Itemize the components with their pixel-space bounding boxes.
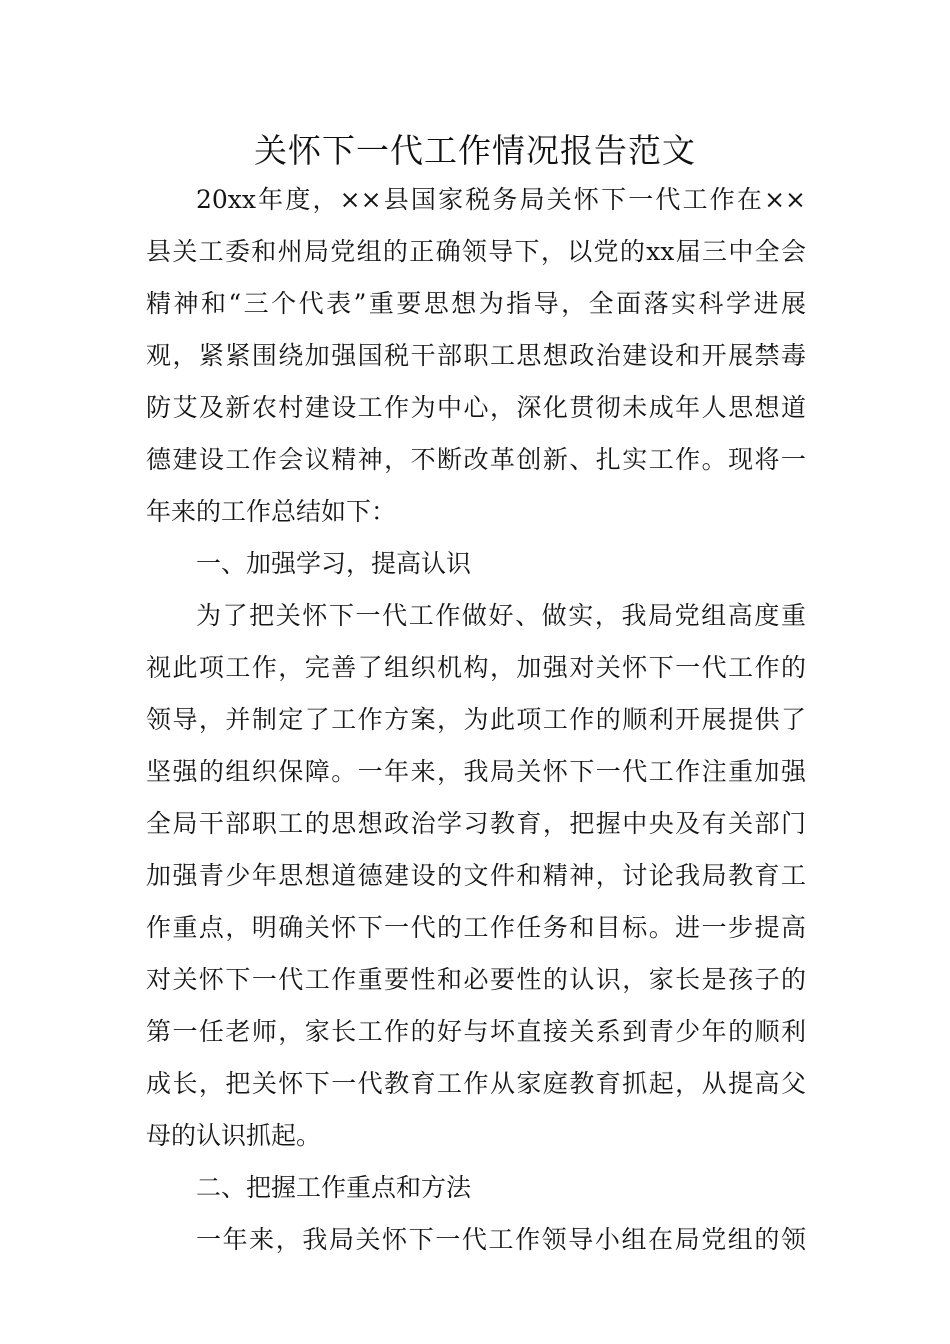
paragraph-line: 精神和“三个代表”重要思想为指导，全面落实科学进展 [146, 289, 806, 318]
paragraph-line: 防艾及新农村建设工作为中心，深化贯彻未成年人思想道 [146, 393, 806, 422]
paragraph-line: 20xx年度，××县国家税务局关怀下一代工作在×× [196, 185, 806, 214]
paragraph-line: 全局干部职工的思想政治学习教育，把握中央及有关部门 [146, 809, 806, 838]
paragraph-line: 对关怀下一代工作重要性和必要性的认识，家长是孩子的 [146, 965, 806, 994]
section-heading: 二、把握工作重点和方法 [196, 1173, 472, 1202]
paragraph-line: 作重点，明确关怀下一代的工作任务和目标。进一步提高 [146, 913, 806, 942]
paragraph-line: 年来的工作总结如下： [146, 497, 397, 526]
paragraph-line: 观，紧紧围绕加强国税干部职工思想政治建设和开展禁毒 [146, 341, 806, 370]
paragraph-line: 坚强的组织保障。一年来，我局关怀下一代工作注重加强 [146, 757, 806, 786]
paragraph-line: 第一任老师，家长工作的好与坏直接关系到青少年的顺利 [146, 1017, 806, 1046]
paragraph-line: 加强青少年思想道德建设的文件和精神，讨论我局教育工 [146, 861, 806, 890]
paragraph-line: 母的认识抓起。 [146, 1121, 322, 1150]
paragraph-line: 成长，把关怀下一代教育工作从家庭教育抓起，从提高父 [146, 1069, 806, 1098]
paragraph-line: 为了把关怀下一代工作做好、做实，我局党组高度重 [196, 601, 806, 630]
paragraph-line: 县关工委和州局党组的正确领导下，以党的xx届三中全会 [146, 237, 806, 266]
paragraph-line: 领导，并制定了工作方案，为此项工作的顺利开展提供了 [146, 705, 806, 734]
paragraph-line: 视此项工作，完善了组织机构，加强对关怀下一代工作的 [146, 653, 806, 682]
document-title: 关怀下一代工作情况报告范文 [254, 131, 696, 170]
paragraph-line: 一年来，我局关怀下一代工作领导小组在局党组的领 [196, 1225, 806, 1254]
paragraph-line: 德建设工作会议精神，不断改革创新、扎实工作。现将一 [146, 445, 806, 474]
section-heading: 一、加强学习，提高认识 [196, 549, 472, 578]
